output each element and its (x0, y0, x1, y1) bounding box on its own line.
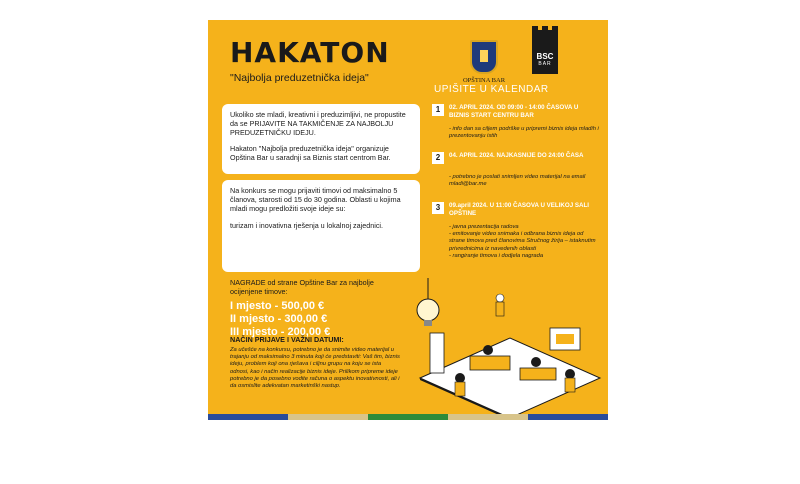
stripe-blue (208, 414, 288, 420)
event-description: - potrebno je poslati snimljen video materijal na email mladi@bar.me (449, 174, 586, 188)
stripe-tan-2 (448, 414, 528, 420)
poster-title: HAKATON (230, 36, 390, 69)
intro-paragraph-1: Ukoliko ste mladi, kreativni i preduzimljivi, ne propustite da se PRIJAVITE NA TAKMIČENJE ZA NAJBOLJU PREDUZETNIČKU IDEJU. (230, 110, 406, 137)
event-number: 1 (432, 104, 444, 116)
bsc-logo-text: BSC (536, 52, 554, 61)
calendar-heading: UPIŠITE U KALENDAR (434, 84, 549, 95)
coat-of-arms-icon (470, 40, 498, 74)
opstina-bar-logo (454, 40, 514, 84)
stripe-blue-2 (528, 414, 608, 420)
event-title: 09.april 2024. U 11:00 ČASOVA U VELIKOJ SALI OPŠTINE (449, 202, 589, 217)
event-number: 2 (432, 152, 444, 164)
intro-paragraph-2: Hakaton "Najbolja preduzetnička ideja" organizuje Opština Bar u saradnji sa Biznis start centrom Bar. (230, 144, 391, 162)
coworking-illustration (400, 278, 608, 420)
hackathon-poster (208, 20, 608, 420)
event-title: 02. APRIL 2024. OD 09:00 - 14:00 ČASOVA U BIZNIS START CENTRU BAR (449, 104, 579, 119)
konkurs-paragraph-2: turizam i inovativna rješenja u lokalnoj zajednici. (230, 221, 384, 230)
event-description: - javna prezentacija radova - emitovanje video snimaka i odbrana biznis ideja od strane timova pred članovima Stručnog žirija – istaknutim privrednicima iz navedenih oblasti - rangiranje timova i dodjela nagrada (449, 224, 596, 259)
konkurs-paragraph-1: Na konkurs se mogu prijaviti timovi od maksimalno 5 članova, starosti od 15 do 30 godina. Oblasti u kojima mladi mogu predložiti svoje ideje su: (230, 186, 401, 213)
prize-third: III mjesto - 200,00 € (230, 326, 331, 338)
stripe-tan (288, 414, 368, 420)
prize-first: I mjesto - 500,00 € (230, 300, 325, 312)
application-text: Za učešće na konkursu, potrebno je da snimite video materijal u trajanju od maksimalno 3 minuta koji će predstaviti: Vaš tim, biznis ideju, problem koji ona rješava i ciljnu grupu na koju se ista odnosi, kao i način realizacije biznis ideje. Prilikom pripreme ideje potrebno je da posebno vodite računa o aspektu inovativnosti, ali i da osmislite adekvatan marketinški nastup. (230, 347, 400, 390)
event-number: 3 (432, 202, 444, 214)
opstina-bar-logo-text: OPŠTINA BAR (462, 77, 506, 84)
poster-subtitle: "Najbolja preduzetnička ideja" (230, 72, 369, 84)
bsc-bar-logo (532, 34, 558, 74)
prizes-intro: NAGRADE od strane Opštine Bar za najbolje ocijenjene timove: (230, 278, 374, 296)
color-stripe-bar (208, 414, 608, 420)
event-description: - info dan sa ciljem podrške u pripremi biznis ideja mladih i prezentovanju istih (449, 126, 599, 140)
application-heading: NAČIN PRIJAVE I VAŽNI DATUMI: (230, 335, 344, 344)
konkurs-card (222, 180, 420, 272)
castle-tower-icon (532, 26, 558, 42)
prize-second: II mjesto - 300,00 € (230, 313, 328, 325)
stripe-green (368, 414, 448, 420)
event-title: 04. APRIL 2024. NAJKASNIJE DO 24:00 ČASA (449, 152, 584, 159)
bsc-logo-sub: BAR (538, 61, 552, 67)
intro-card (222, 104, 420, 174)
